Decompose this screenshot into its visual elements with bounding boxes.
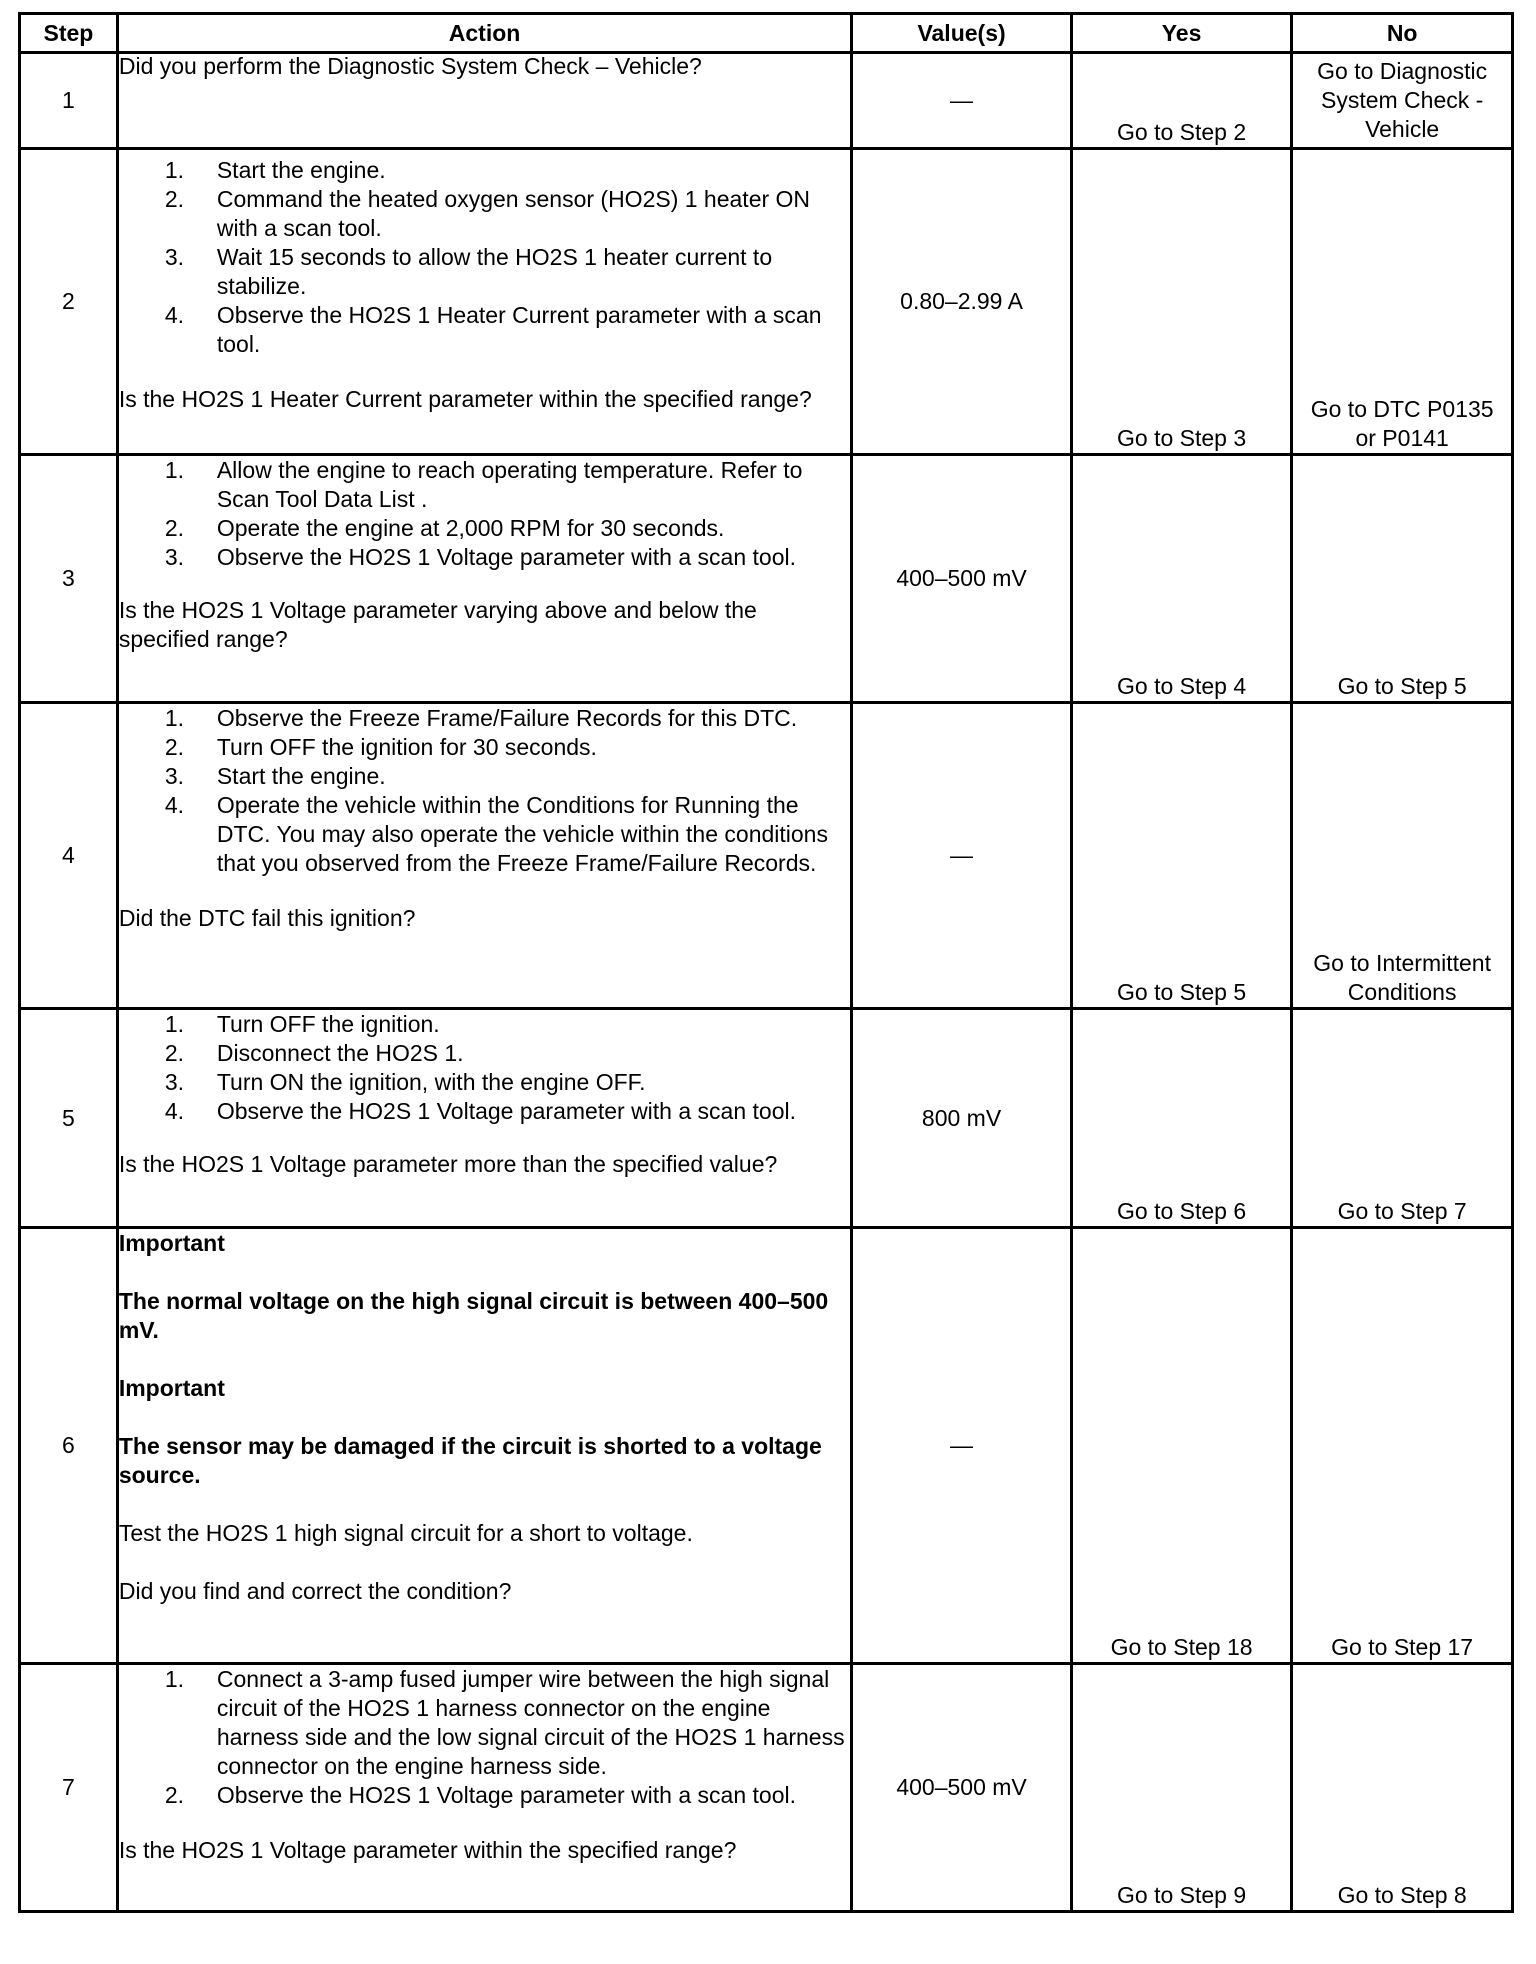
list-item: [119, 514, 850, 543]
yes-cell: Go to Step 2: [1071, 53, 1291, 149]
no-cell: Go to Step 17: [1292, 1228, 1513, 1664]
list-item: [119, 156, 850, 185]
action-question: Is the HO2S 1 Voltage parameter within the specified range?: [118, 1837, 737, 1863]
table-row: [20, 1009, 1513, 1228]
important-heading: Important: [118, 1375, 225, 1401]
list-item: [119, 1039, 850, 1068]
action-steps: [119, 456, 850, 572]
no-line: Go to Intermittent: [1313, 950, 1491, 976]
item-text: Turn OFF the ignition for 30 seconds.: [216, 734, 597, 760]
header-step: Step: [20, 14, 118, 53]
item-text: Operate the vehicle within the Conditions for Running the DTC. You may also operate the vehicle within the conditions that you observed from the Freeze Frame/Failure Records.: [216, 792, 828, 876]
item-number: 2.: [164, 1040, 185, 1066]
table-row: [20, 149, 1513, 455]
action-question: Did you find and correct the condition?: [118, 1578, 512, 1604]
item-text: Observe the HO2S 1 Voltage parameter with a scan tool.: [216, 544, 796, 570]
item-number: 1.: [164, 457, 185, 483]
value-cell: 400–500 mV: [852, 1664, 1072, 1912]
item-number: 1.: [164, 1011, 185, 1037]
list-item: [119, 1068, 850, 1097]
item-number: 3.: [164, 544, 185, 570]
yes-cell: Go to Step 9: [1071, 1664, 1291, 1912]
item-number: 2.: [164, 734, 185, 760]
list-item: [119, 243, 850, 301]
no-line: Conditions: [1347, 979, 1457, 1005]
table-row: [20, 53, 1513, 149]
item-text: Observe the HO2S 1 Heater Current parameter with a scan tool.: [216, 302, 822, 357]
item-text: Observe the Freeze Frame/Failure Records for this DTC.: [216, 705, 798, 731]
yes-cell: Go to Step 4: [1071, 455, 1291, 703]
action-cell: [117, 455, 851, 703]
item-number: 4.: [164, 302, 185, 328]
list-item: [119, 543, 850, 572]
no-cell: Go to Step 7: [1292, 1009, 1513, 1228]
table-row: [20, 1228, 1513, 1664]
item-text: Start the engine.: [216, 763, 386, 789]
list-item: [119, 185, 850, 243]
header-no: No: [1292, 14, 1513, 53]
no-line: or P0141: [1355, 425, 1449, 451]
action-instruction: Test the HO2S 1 high signal circuit for a short to voltage.: [118, 1520, 693, 1546]
action-cell: [117, 1664, 851, 1912]
step-number: 2: [20, 149, 118, 455]
table-row: [20, 1664, 1513, 1912]
value-cell: —: [852, 1228, 1072, 1664]
yes-cell: Go to Step 6: [1071, 1009, 1291, 1228]
item-number: 2.: [164, 186, 185, 212]
item-number: 2.: [164, 1782, 185, 1808]
header-yes: Yes: [1071, 14, 1291, 53]
item-number: 4.: [164, 792, 185, 818]
important-heading: Important: [118, 1230, 225, 1256]
value-cell: —: [852, 703, 1072, 1009]
item-text: Wait 15 seconds to allow the HO2S 1 heater current to stabilize.: [216, 244, 773, 299]
item-number: 3.: [164, 1069, 185, 1095]
table-row: [20, 703, 1513, 1009]
list-item: [119, 762, 850, 791]
item-text: Turn ON the ignition, with the engine OFF.: [216, 1069, 646, 1095]
list-item: [119, 1010, 850, 1039]
list-item: [119, 733, 850, 762]
action-steps: [119, 704, 850, 878]
diagnostic-table: [18, 12, 1514, 1913]
item-number: 3.: [164, 244, 185, 270]
header-row: [20, 14, 1513, 53]
yes-cell: Go to Step 18: [1071, 1228, 1291, 1664]
item-number: 3.: [164, 763, 185, 789]
no-line: Vehicle: [1365, 116, 1440, 142]
item-number: 2.: [164, 515, 185, 541]
action-steps: [119, 1010, 850, 1126]
important-note: The sensor may be damaged if the circuit is shorted to a voltage source.: [118, 1433, 822, 1488]
item-text: Observe the HO2S 1 Voltage parameter with a scan tool.: [216, 1098, 796, 1124]
action-question: Is the HO2S 1 Voltage parameter varying above and below the specified range?: [118, 597, 757, 652]
action-cell: [117, 53, 851, 149]
action-question: Did the DTC fail this ignition?: [118, 905, 416, 931]
list-item: [119, 1097, 850, 1126]
list-item: [119, 791, 850, 878]
yes-cell: Go to Step 5: [1071, 703, 1291, 1009]
item-text: Disconnect the HO2S 1.: [216, 1040, 464, 1066]
action-question: Did you perform the Diagnostic System Check – Vehicle?: [118, 53, 702, 79]
action-question: Is the HO2S 1 Voltage parameter more than the specified value?: [118, 1151, 778, 1177]
item-number: 1.: [164, 1666, 185, 1692]
action-question: Is the HO2S 1 Heater Current parameter within the specified range?: [118, 386, 812, 412]
no-line: Go to Diagnostic: [1317, 58, 1488, 84]
action-cell: [117, 1228, 851, 1664]
item-text: Allow the engine to reach operating temperature. Refer to Scan Tool Data List .: [216, 457, 803, 512]
item-text: Turn OFF the ignition.: [216, 1011, 440, 1037]
yes-cell: Go to Step 3: [1071, 149, 1291, 455]
item-text: Connect a 3-amp fused jumper wire between the high signal circuit of the HO2S 1 harness connector on the engine harness side and the low signal circuit of the HO2S 1 harness connector on the engine harness side.: [216, 1666, 845, 1779]
action-cell: [117, 703, 851, 1009]
header-action: Action: [117, 14, 851, 53]
no-cell: [1292, 53, 1513, 149]
action-cell: [117, 149, 851, 455]
step-number: 5: [20, 1009, 118, 1228]
list-item: [119, 1781, 850, 1810]
step-number: 3: [20, 455, 118, 703]
step-number: 4: [20, 703, 118, 1009]
no-line: System Check -: [1320, 87, 1484, 113]
action-cell: [117, 1009, 851, 1228]
no-cell: Go to Step 5: [1292, 455, 1513, 703]
action-steps: [119, 1665, 850, 1810]
header-values: Value(s): [852, 14, 1072, 53]
item-text: Command the heated oxygen sensor (HO2S) 1 heater ON with a scan tool.: [216, 186, 811, 241]
action-steps: [119, 156, 850, 359]
item-number: 1.: [164, 157, 185, 183]
value-cell: —: [852, 53, 1072, 149]
no-line: Go to DTC P0135: [1310, 396, 1494, 422]
step-number: 1: [20, 53, 118, 149]
table-row: [20, 455, 1513, 703]
step-number: 6: [20, 1228, 118, 1664]
step-number: 7: [20, 1664, 118, 1912]
no-cell: [1292, 149, 1513, 455]
no-cell: Go to Step 8: [1292, 1664, 1513, 1912]
diagnostic-table-page: [18, 12, 1514, 1913]
item-number: 4.: [164, 1098, 185, 1124]
item-number: 1.: [164, 705, 185, 731]
list-item: [119, 301, 850, 359]
value-cell: 0.80–2.99 A: [852, 149, 1072, 455]
list-item: [119, 1665, 850, 1781]
item-text: Start the engine.: [216, 157, 386, 183]
value-cell: 400–500 mV: [852, 455, 1072, 703]
no-cell: [1292, 703, 1513, 1009]
important-note: The normal voltage on the high signal circuit is between 400–500 mV.: [118, 1288, 829, 1343]
item-text: Observe the HO2S 1 Voltage parameter with a scan tool.: [216, 1782, 796, 1808]
list-item: [119, 456, 850, 514]
item-text: Operate the engine at 2,000 RPM for 30 seconds.: [216, 515, 725, 541]
list-item: [119, 704, 850, 733]
value-cell: 800 mV: [852, 1009, 1072, 1228]
